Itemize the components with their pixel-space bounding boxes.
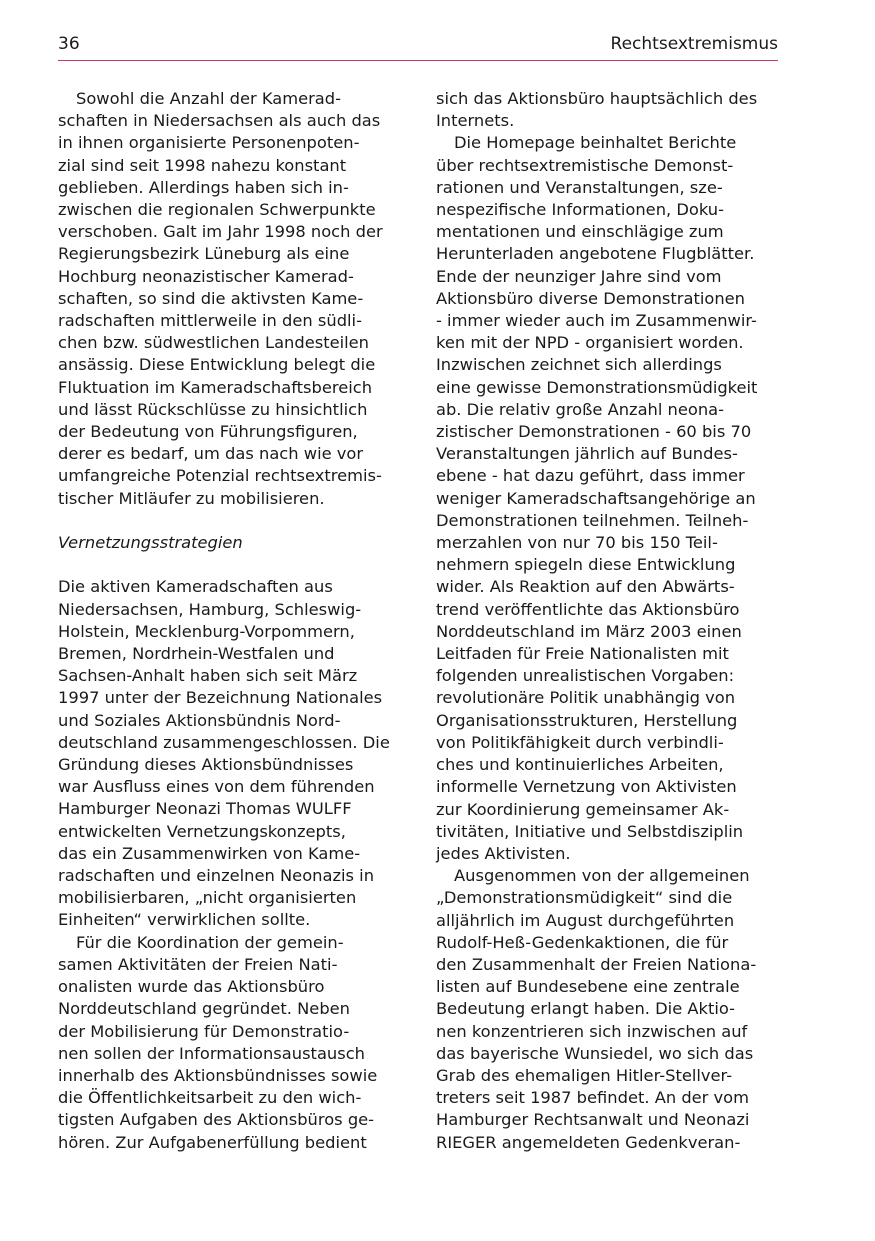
page-number: 36 [58, 34, 80, 54]
paragraph: sich das Aktionsbüro hauptsächlich des Internets. [436, 89, 758, 131]
paragraph: Für die Koordination der gemein- samen Aktivitäten der Freien Nati- onalisten wurde das Aktionsbüro Norddeutschland gegründet. Neben der Mobilisierung für Demonstratio- nen sollen der Informationsaustausch innerhalb des Aktionsbündnisses sowie die Öffentlichkeitsarbeit zu den wich- tigsten Aufgaben des Aktionsbüros ge- hören. Zur Aufgabenerfüllung bedient [58, 932, 378, 1152]
left-column [58, 88, 404, 1154]
section-heading: Vernetzungsstrategien [58, 533, 243, 553]
running-title: Rechtsextremismus [610, 34, 778, 54]
paragraph: Ausgenommen von der allgemeinen „Demonstrationsmüdigkeit“ sind die alljährlich im August durchgeführten Rudolf-Heß-Gedenkaktionen, die für den Zusammenhalt der Freien Nationa- listen auf Bundesebene eine zentrale Bedeutung erlangt haben. Die Aktio- nen konzentrieren sich inzwischen auf das bayerische Wunsiedel, wo sich das Grab des ehemaligen Hitler-Stellver- treters seit 1987 befindet. An der vom Hamburger Rechtsanwalt und Neonazi RIEGER angemeldeten Gedenkveran- [436, 866, 757, 1152]
paragraph: Sowohl die Anzahl der Kamerad- schaften in Niedersachsen als auch das in ihnen organisierte Personenpoten- zial sind seit 1998 nahezu konstant geblieben. Allerdings haben sich in- zwischen die regionalen Schwerpunkte verschoben. Galt im Jahr 1998 noch der Regierungsbezirk Lüneburg als eine Hochburg neonazistischer Kamerad- schaften, so sind die aktivsten Kame- radschaften mittlerweile in den südli- chen bzw. südwestlichen Landesteilen ansässig. Diese Entwicklung belegt die Fluktuation im Kameradschaftsbereich und lässt Rückschlüsse zu hinsichtlich der Bedeutung von Führungsfiguren, derer es bedarf, um das nach wie vor umfangreiche Potenzial rechtsextremis- tischer Mitläufer zu mobilisieren. [58, 89, 383, 508]
paragraph: Die aktiven Kameradschaften aus Niedersachsen, Hamburg, Schleswig- Holstein, Mecklenburg-Vorpommern, Bremen, Nordrhein-Westfalen und Sachsen-Anhalt haben sich seit März 1997 unter der Bezeichnung Nationales und Soziales Aktionsbündnis Nord- deutschland zusammengeschlossen. Die Gründung dieses Aktionsbündnisses war Ausfluss eines von dem führenden Hamburger Neonazi Thomas WULFF entwickelten Vernetzungskonzepts, das ein Zusammenwirken von Kame- radschaften und einzelnen Neonazis in mobilisierbaren, „nicht organisierten Einheiten“ verwirklichen sollte. [58, 577, 390, 930]
right-column [436, 88, 782, 1154]
page-header [58, 34, 778, 61]
paragraph: Die Homepage beinhaltet Berichte über rechtsextremistische Demonst- rationen und Veranstaltungen, sze- nespezifische Informationen, Doku- mentationen und einschlägige zum Herunterladen angebotene Flugblätter. Ende der neunziger Jahre sind vom Aktionsbüro diverse Demonstrationen - immer wieder auch im Zusammenwir- ken mit der NPD - organisiert worden. Inzwischen zeichnet sich allerdings eine gewisse Demonstrationsmüdigkeit ab. Die relativ große Anzahl neona- zistischer Demonstrationen - 60 bis 70 Veranstaltungen jährlich auf Bundes- ebene - hat dazu geführt, dass immer weniger Kameradschaftsangehörige an Demonstrationen teilnehmen. Teilneh- merzahlen von nur 70 bis 150 Teil- nehmern spiegeln diese Entwicklung wider. Als Reaktion auf den Abwärts- trend veröffentlichte das Aktionsbüro Norddeutschland im März 2003 einen Leitfaden für Freie Nationalisten mit folgenden unrealistischen Vorgaben: revolutionäre Politik unabhängig von Organisationsstrukturen, Herstellung von Politikfähigkeit durch verbindli- ches und kontinuierliches Arbeiten, informelle Vernetzung von Aktivisten zur Koordinierung gemeinsamer Ak- tivitäten, Initiative und Selbstdisziplin jedes Aktivisten. [436, 133, 758, 863]
